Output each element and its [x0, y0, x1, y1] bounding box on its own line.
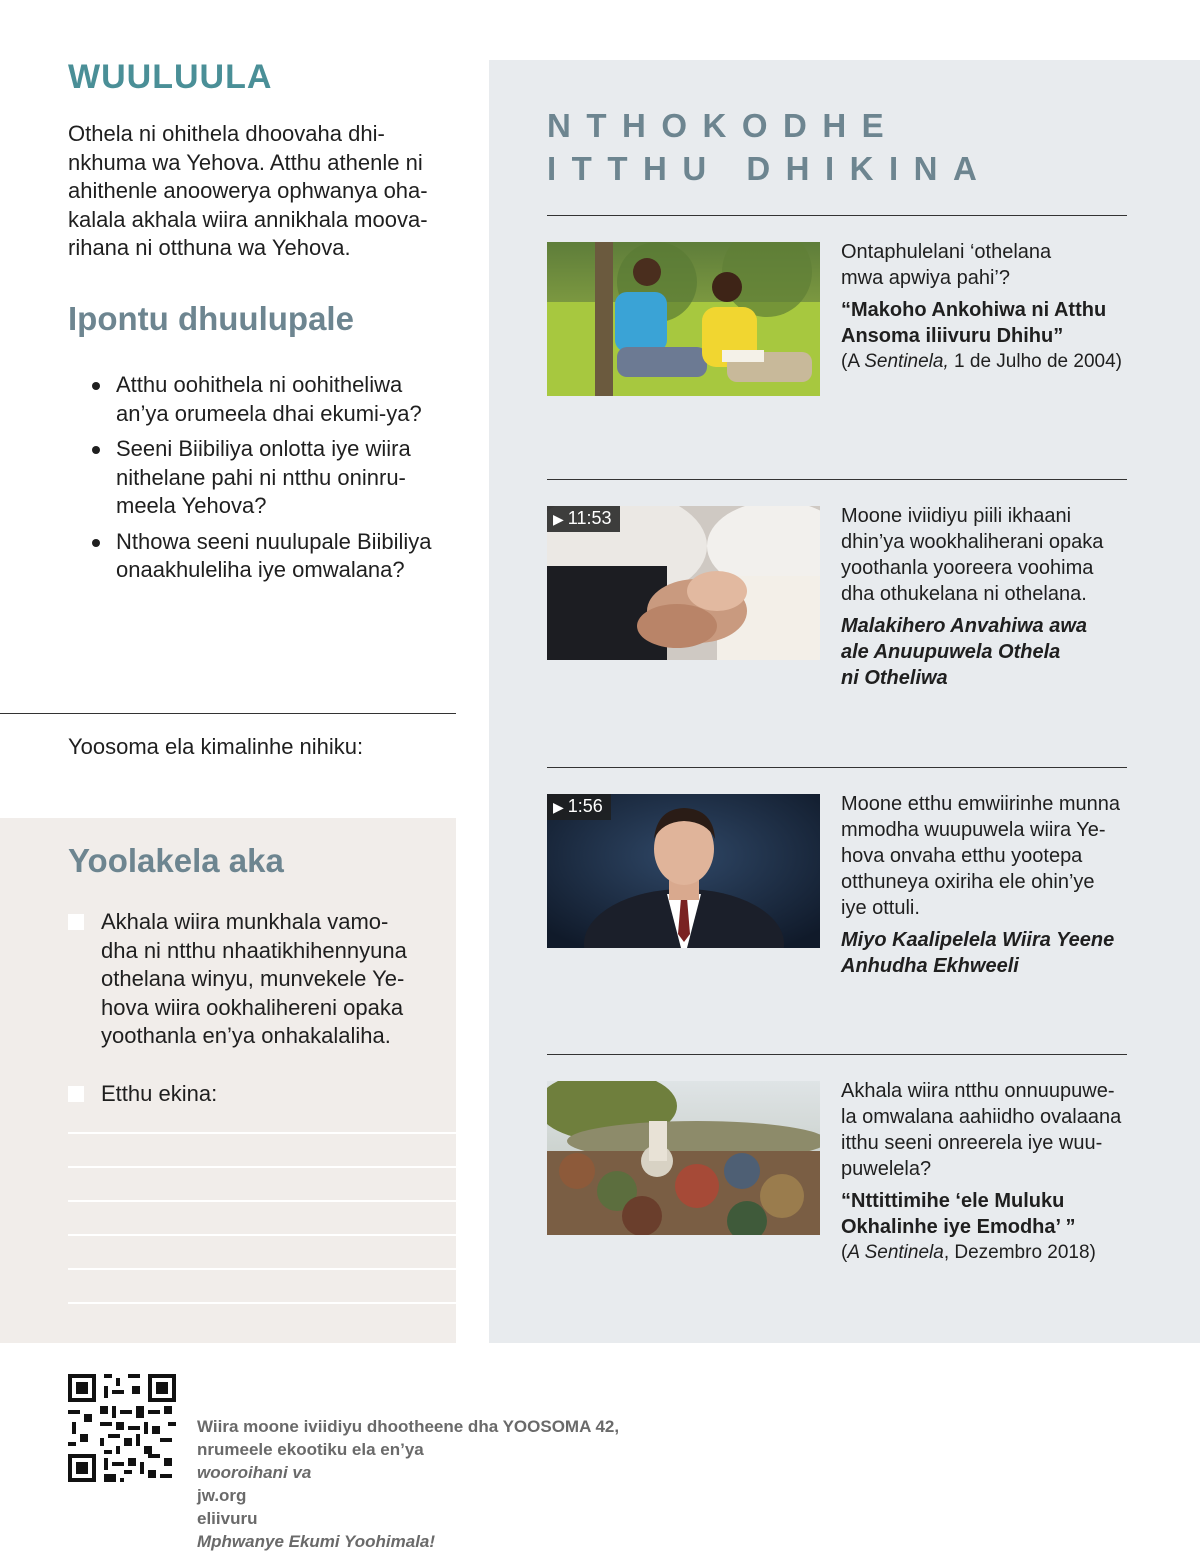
writing-line [68, 1166, 456, 1168]
card-source: (A Sentinela, 1 de Julho de 2004) [841, 351, 1122, 372]
goal-text: Akhala wiira munkhala vamo- dha ni ntthu nhaatikhihennyuna othelana winyu, munvekele Ye- hova wiira ookhalihereni opaka yoothanla en’ya onhakalaliha. [101, 909, 407, 1048]
card-source: (A Sentinela, Dezembro 2018) [841, 1242, 1096, 1263]
goal-text: Etthu ekina: [101, 1081, 218, 1106]
summary-heading: WUULUULA [68, 58, 273, 96]
card-article-link[interactable]: “Makoho Ankohiwa ni Atthu Ansoma iliivuru Dhihu” [841, 299, 1107, 347]
main-point-text: Atthu oohithela ni oohitheliwa an’ya orumeela dhai ekumi-ya? [116, 372, 422, 426]
qr-code[interactable] [68, 1374, 176, 1482]
card-article-link[interactable]: “Nttittimihe ‘ele Muluku Okhalinhe iye Emodha’ ” [841, 1190, 1076, 1238]
writing-lines[interactable] [68, 1132, 456, 1336]
bullet-icon [92, 446, 100, 454]
main-point-text: Seeni Biibiliya onlotta iye wiira nithelane pahi ni ntthu oninru- meela Yehova? [116, 436, 411, 518]
divider [0, 713, 456, 714]
card-question: Ontaphulelani ‘othelana mwa apwiya pahi’? [841, 241, 1052, 289]
divider [547, 767, 1127, 768]
goal-checkbox[interactable] [68, 914, 84, 930]
writing-line [68, 1132, 456, 1134]
play-icon: ▶ [553, 799, 564, 815]
list-item [92, 435, 462, 521]
explore-card-text [841, 503, 1131, 691]
writing-line [68, 1268, 456, 1270]
divider [547, 1054, 1127, 1055]
video-duration-badge: ▶ 11:53 [547, 506, 620, 532]
card-question: Moone etthu emwiirinhe munna mmodha wuupuwela wiira Ye- hova onvaha etthu yootepa otthuneya oxiriha ele ohin’ye iye ottuli. [841, 793, 1121, 919]
card-video-link[interactable]: Malakihero Anvahiwa awa ale Anuupuwela Othela ni Otheliwa [841, 615, 1088, 689]
card-question: Moone iviidiyu piili ikhaani dhin’ya wookhaliherani opaka yoothanla yooreera voohima dha othukelana ni othelana. [841, 505, 1104, 605]
list-item [92, 371, 462, 428]
explore-card-text [841, 239, 1131, 375]
jesus-teaching-crowd-image[interactable] [547, 1081, 820, 1235]
card-question: Akhala wiira ntthu onnuupuwe- la omwalana aahiidho ovalaana itthu seeni onreerela iye wuu- puwelela? [841, 1080, 1122, 1180]
goal-checkbox[interactable] [68, 1086, 84, 1102]
card-video-link[interactable]: Miyo Kaalipelela Wiira Yeene Anhudha Ekhweeli [841, 929, 1115, 977]
man-portrait-video-thumbnail[interactable] [547, 794, 820, 948]
lesson-completed-date-label: Yoosoma ela kimalinhe nihiku: [68, 734, 364, 759]
goal-item [68, 908, 438, 1051]
video-duration-badge: ▶ 1:56 [547, 794, 611, 820]
summary-text: Othela ni ohithela dhoovaha dhi- nkhuma wa Yehova. Atthu athenle ni ahithenle anoowerya ophwanya oha- kalala akhala wiira annikhala moova- rihana ni otthuna wa Yehova. [68, 121, 428, 260]
couple-reading-bible-image[interactable] [547, 242, 820, 396]
main-point-text: Nthowa seeni nuulupale Biibiliya onaakhuleliha iye omwalana? [116, 528, 432, 582]
writing-line [68, 1200, 456, 1202]
main-points-heading: Ipontu dhuulupale [68, 300, 354, 337]
divider [547, 215, 1127, 216]
explore-heading: NTHOKODHE ITTHU DHIKINA [547, 107, 993, 187]
goal-item [68, 1080, 438, 1109]
footer-line: nrumeele ekootiku ela en’ya wooroihani va jw.org [197, 1440, 424, 1505]
main-points-list [92, 371, 462, 592]
goal-heading: Yoolakela aka [68, 842, 284, 879]
holding-hands-video-thumbnail[interactable] [547, 506, 820, 660]
explore-card-text [841, 791, 1131, 979]
play-icon: ▶ [553, 511, 564, 527]
footer-line: eliivuru Mphwanye Ekumi Yoohimala! [197, 1509, 436, 1551]
bullet-icon [92, 382, 100, 390]
writing-line [68, 1302, 456, 1304]
divider [547, 479, 1127, 480]
footer-note [197, 1415, 717, 1553]
list-item [92, 528, 462, 585]
explore-card-text [841, 1078, 1131, 1266]
bullet-icon [92, 539, 100, 547]
footer-line: Wiira moone iviidiyu dhootheene dha YOOSOMA 42, [197, 1417, 620, 1436]
writing-line [68, 1234, 456, 1236]
